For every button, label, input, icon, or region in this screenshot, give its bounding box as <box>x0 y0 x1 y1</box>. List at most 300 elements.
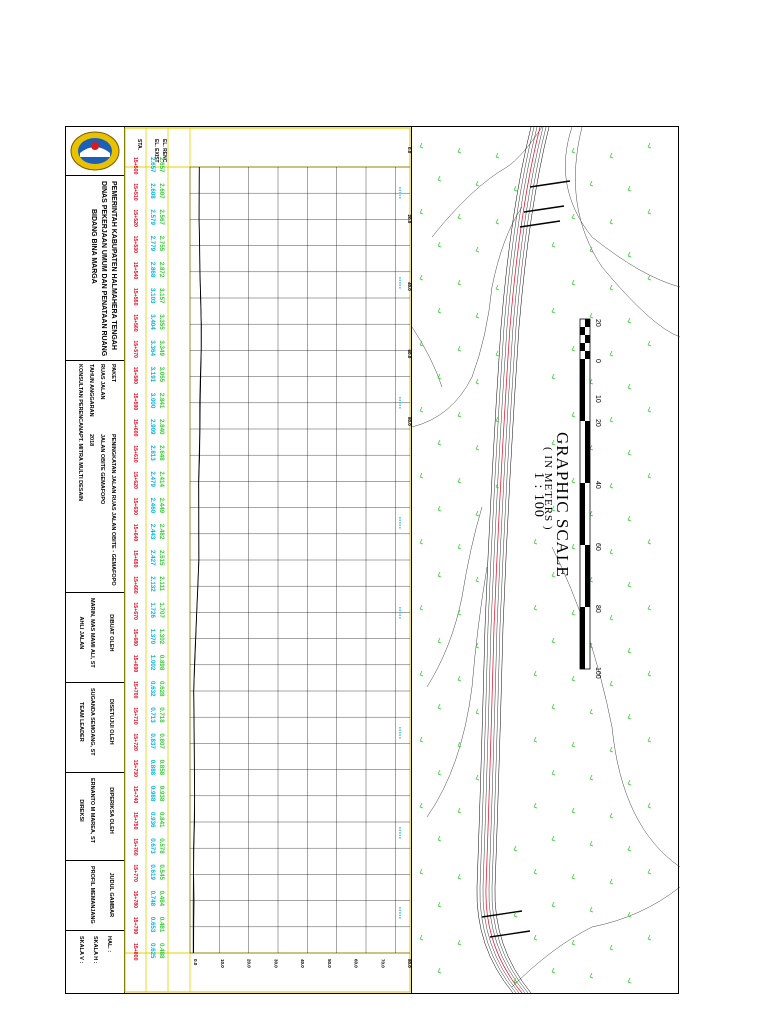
grass-symbol-icon <box>590 511 593 516</box>
station-label: 15+620 <box>132 471 138 489</box>
grass-symbol-icon <box>572 940 575 945</box>
grass-symbol-icon <box>648 737 651 742</box>
design-elevation-label: 3.355 <box>158 314 165 330</box>
design-elevation-label: 2.567 <box>158 209 165 225</box>
grass-symbol-icon <box>552 704 555 709</box>
grass-symbol-icon <box>552 836 555 841</box>
signature-cell-approved <box>66 682 124 773</box>
scale-tick-label: 40 <box>594 481 601 489</box>
grass-symbol-icon <box>590 445 593 450</box>
grass-symbol-icon <box>628 384 631 389</box>
existing-elevation-label: 0.888 <box>149 759 156 776</box>
design-elevation-label: 2.482 <box>158 523 165 540</box>
grass-symbol-icon <box>572 742 575 747</box>
design-elevation-label: 2.657 <box>158 157 165 173</box>
grass-symbol-icon <box>458 478 461 483</box>
grass-symbol-icon <box>572 214 575 219</box>
station-label: 15+660 <box>132 576 138 594</box>
grass-symbol-icon <box>438 572 441 577</box>
design-elevation-label: 2.840 <box>158 419 165 435</box>
grass-symbol-icon <box>648 869 651 874</box>
title-block <box>66 127 125 993</box>
grass-symbol-icon <box>648 671 651 676</box>
agency-line-3: BIDANG BINA MARGA <box>90 209 97 284</box>
grass-symbol-icon <box>590 775 593 780</box>
design-elevation-label: 2.607 <box>158 183 165 199</box>
existing-elevation-label: 2.460 <box>149 497 156 514</box>
station-label: 15+600 <box>132 419 138 437</box>
design-elevation-label: 2.841 <box>158 392 165 409</box>
profile-scale-label-bottom: 50.0 <box>326 959 332 968</box>
grass-symbol-icon <box>610 681 613 686</box>
logo-cell <box>66 127 124 176</box>
grass-symbol-icon <box>476 181 479 186</box>
culvert-marker <box>482 911 522 917</box>
culvert-marker <box>520 221 560 227</box>
station-label: 15+720 <box>132 733 138 751</box>
profile-row-label: EL. RENC <box>161 139 167 163</box>
design-elevation-label: 0.578 <box>158 838 165 854</box>
drawing-title-cell <box>66 860 124 931</box>
station-label: 15+590 <box>132 392 138 411</box>
signature-name: ERNANTO M MAREA, ST <box>89 778 95 843</box>
culvert-marker <box>530 181 570 187</box>
grass-symbol-icon <box>420 143 423 148</box>
existing-elevation-label: 0.632 <box>149 681 156 697</box>
grass-symbol-icon <box>628 450 631 455</box>
grass-symbol-icon <box>628 318 631 323</box>
existing-elevation-label: 2.909 <box>149 419 156 435</box>
station-label: 15+540 <box>132 261 138 280</box>
grass-symbol-icon <box>648 539 651 544</box>
design-elevation-label: 2.111 <box>158 576 165 592</box>
station-label: 15+560 <box>132 314 138 332</box>
existing-elevation-label: 0.936 <box>149 812 156 828</box>
grass-symbol-icon <box>648 605 651 610</box>
grass-symbol-icon <box>496 219 499 224</box>
scale-bar-segment <box>585 421 590 483</box>
grass-symbol-icon <box>438 374 441 379</box>
signature-role: DISETUJUI OLEH <box>108 699 114 745</box>
existing-elevation-label: 3.404 <box>149 314 156 330</box>
sheet-info-cell <box>66 930 124 993</box>
grass-symbol-icon <box>438 440 441 445</box>
signature-cell-checked <box>66 772 124 861</box>
grass-symbol-icon <box>438 308 441 313</box>
grass-symbol-icon <box>610 483 613 488</box>
existing-elevation-label: 2.657 <box>149 157 156 173</box>
scale-bar-segment-fine <box>580 327 585 335</box>
grass-symbol-icon <box>572 280 575 285</box>
grass-symbol-icon <box>610 879 613 884</box>
grass-symbol-icon <box>610 153 613 158</box>
existing-elevation-label: 3.364 <box>149 340 156 356</box>
grass-symbol-icon <box>572 412 575 417</box>
grass-symbol-icon <box>648 473 651 478</box>
grass-symbol-icon <box>476 379 479 384</box>
project-cell <box>66 360 124 593</box>
existing-elevation-label: 2.427 <box>149 550 156 566</box>
profile-scale-label-top: 40.0 <box>407 282 412 291</box>
grass-symbol-icon <box>648 935 651 940</box>
scale-bar-segment-fine <box>580 343 585 351</box>
grass-symbol-icon <box>534 803 537 808</box>
grass-symbol-icon <box>438 836 441 841</box>
grass-symbol-icon <box>458 874 461 879</box>
grass-symbol-icon <box>628 252 631 257</box>
grass-symbol-icon <box>590 313 593 318</box>
grass-symbol-icon <box>648 209 651 214</box>
existing-elevation-label: 1.370 <box>149 628 156 645</box>
grass-symbol-icon <box>552 902 555 907</box>
design-elevation-label: 0.545 <box>158 864 165 880</box>
grass-symbol-icon <box>420 803 423 808</box>
profile-scale-label-bottom: 80.0 <box>407 959 412 968</box>
terrain-contour <box>432 127 542 237</box>
station-label: 15+510 <box>132 183 138 201</box>
station-label: 15+700 <box>132 681 138 699</box>
grass-symbol-icon <box>572 148 575 153</box>
grass-symbol-icon <box>590 577 593 582</box>
grass-symbol-icon <box>458 214 461 219</box>
signature-role: DIBUAT OLEH <box>108 614 114 652</box>
design-elevation-label: 1.302 <box>158 628 165 645</box>
design-elevation-label: 0.484 <box>158 890 165 907</box>
existing-elevation-label: 2.868 <box>149 261 156 278</box>
drawing-title: PROFIL MEMANJANG <box>89 866 95 924</box>
grass-symbol-icon <box>514 186 517 191</box>
project-row: KONSULTAN PERENCANAPT. MITRA MULTI DESAIN <box>77 364 83 501</box>
design-elevation-label: 0.898 <box>158 654 165 671</box>
grass-symbol-icon <box>458 280 461 285</box>
grass-symbol-icon <box>590 841 593 846</box>
agency-line-2: DINAS PEKERJAAN UMUM DAN PENATAAN RUANG <box>100 181 107 357</box>
sheet-number: HAL. : <box>106 936 112 953</box>
existing-elevation-label: 0.653 <box>149 916 156 933</box>
station-label: 15+580 <box>132 366 138 385</box>
graphic-scale-units: ( IN METERS ) <box>542 447 554 531</box>
station-label: 15+740 <box>132 785 138 804</box>
grass-symbol-icon <box>438 770 441 775</box>
scale-bar-segment <box>580 607 585 669</box>
grass-symbol-icon <box>572 610 575 615</box>
station-label: 15+770 <box>132 864 138 882</box>
grass-symbol-icon <box>534 539 537 544</box>
grass-symbol-icon <box>476 775 479 780</box>
grass-symbol-icon <box>628 186 631 191</box>
design-elevation-label: 0.858 <box>158 759 165 776</box>
signature-name: MARIN, MAS MAMI ALI, ST <box>89 598 95 668</box>
grass-symbol-icon <box>438 902 441 907</box>
existing-elevation-label: 2.608 <box>149 183 156 199</box>
grass-symbol-icon <box>572 808 575 813</box>
station-label: 15+610 <box>132 445 138 463</box>
grass-symbol-icon <box>534 671 537 676</box>
grass-symbol-icon <box>476 445 479 450</box>
existing-elevation-label: 0.988 <box>149 785 156 802</box>
station-label: 15+730 <box>132 759 138 778</box>
grass-symbol-icon <box>648 803 651 808</box>
grass-symbol-icon <box>514 846 517 851</box>
profile-scale-label-top: 60.0 <box>407 349 412 359</box>
grass-symbol-icon <box>496 417 499 422</box>
grass-symbol-icon <box>420 275 423 280</box>
grass-symbol-icon <box>610 615 613 620</box>
grass-symbol-icon <box>438 968 441 973</box>
existing-elevation-label: 2.132 <box>149 576 156 592</box>
grass-symbol-icon <box>552 968 555 973</box>
profile-scale-label-bottom: 70.0 <box>380 959 386 968</box>
design-elevation-label: 0.841 <box>158 812 165 828</box>
design-elevation-label: 3.055 <box>158 366 165 383</box>
profile-scale-label-top: 20.0 <box>407 214 412 224</box>
profile-scale-label-bottom: 30.0 <box>273 959 279 968</box>
grass-symbol-icon <box>572 874 575 879</box>
existing-elevation-label: 3.191 <box>149 366 156 383</box>
design-elevation-label: 2.515 <box>158 550 165 566</box>
grass-symbol-icon <box>648 341 651 346</box>
signature-position: TEAM LEADER <box>78 701 84 742</box>
agency-cell <box>66 175 124 361</box>
design-elevation-label: 0.481 <box>158 916 165 933</box>
existing-elevation-label: 2.443 <box>149 523 156 540</box>
grass-symbol-icon <box>458 610 461 615</box>
station-label: 15+650 <box>132 550 138 568</box>
terrain-contour <box>427 507 482 687</box>
design-elevation-label: 3.349 <box>158 340 165 356</box>
grass-symbol-icon <box>496 285 499 290</box>
scale-bar-segment <box>580 483 585 545</box>
grass-symbol-icon <box>628 846 631 851</box>
grass-symbol-icon <box>458 544 461 549</box>
grass-symbol-icon <box>420 473 423 478</box>
design-elevation-label: 2.872 <box>158 261 165 278</box>
station-label: 15+500 <box>132 157 138 175</box>
existing-elevation-label: 0.837 <box>149 733 156 749</box>
profile-scale-label-bottom: 0.0 <box>193 959 198 966</box>
grass-symbol-icon <box>610 747 613 752</box>
longitudinal-profile <box>124 127 411 993</box>
profile-scale-label-bottom: 60.0 <box>353 959 359 968</box>
grass-symbol-icon <box>610 351 613 356</box>
grass-symbol-icon <box>572 544 575 549</box>
grass-symbol-icon <box>534 605 537 610</box>
grass-symbol-icon <box>458 148 461 153</box>
grass-symbol-icon <box>572 478 575 483</box>
grass-symbol-icon <box>476 709 479 714</box>
terrain-contour <box>512 887 680 987</box>
profile-scale-label-bottom: 10.0 <box>219 959 225 968</box>
grass-symbol-icon <box>552 308 555 313</box>
agency-line-1: PEMERINTAH KABUPATEN HALMAHERA TENGAH <box>110 181 117 350</box>
project-row: PAKETPENINGKATAN JALAN RUAS JALAN OBITE - GEMAFOPO <box>110 364 116 586</box>
road-plan-map <box>412 127 680 993</box>
signature-name: SUGANDA SEMOANG, ST <box>89 688 95 756</box>
grass-symbol-icon <box>628 714 631 719</box>
grass-symbol-icon <box>648 143 651 148</box>
grass-symbol-icon <box>610 549 613 554</box>
terrain-contour <box>552 547 680 867</box>
grass-symbol-icon <box>420 869 423 874</box>
existing-elevation-label: 3.103 <box>149 288 156 304</box>
grass-symbol-icon <box>476 313 479 318</box>
grass-symbol-icon <box>628 648 631 653</box>
grass-symbol-icon <box>476 511 479 516</box>
grass-symbol-icon <box>420 737 423 742</box>
signature-cell-made <box>66 592 124 683</box>
design-elevation-label: 0.628 <box>158 681 165 697</box>
existing-elevation-label: 2.479 <box>149 471 156 487</box>
grass-symbol-icon <box>552 242 555 247</box>
horizontal-scale: SKALA H : <box>92 936 98 964</box>
station-label: 15+550 <box>132 288 138 306</box>
kabupaten-logo-icon <box>66 127 124 175</box>
scale-bar-segment-fine <box>585 319 590 327</box>
grass-symbol-icon <box>458 808 461 813</box>
road-edge-line <box>477 127 531 993</box>
grass-symbol-icon <box>534 737 537 742</box>
design-elevation-label: 2.414 <box>158 471 165 487</box>
grass-symbol-icon <box>438 506 441 511</box>
scale-bar-segment <box>585 545 590 607</box>
grass-symbol-icon <box>420 209 423 214</box>
existing-elevation-label: 2.579 <box>149 209 156 225</box>
existing-elevation-label: 1.002 <box>149 654 156 671</box>
station-label: 15+530 <box>132 235 138 254</box>
profile-scale-label-top: 0.0 <box>407 147 412 154</box>
terrain-contour <box>565 127 680 287</box>
existing-elevation-label: 2.813 <box>149 445 156 461</box>
existing-elevation-label: 0.673 <box>149 838 156 854</box>
project-row: TAHUN ANGGARAN2018 <box>88 364 94 447</box>
grass-symbol-icon <box>438 242 441 247</box>
grass-symbol-icon <box>610 285 613 290</box>
station-label: 15+710 <box>132 707 138 725</box>
station-label: 15+780 <box>132 890 138 909</box>
scale-tick-label: 60 <box>594 543 601 551</box>
station-label: 15+520 <box>132 209 138 227</box>
plan-view <box>411 127 680 993</box>
grass-symbol-icon <box>458 412 461 417</box>
grass-symbol-icon <box>438 176 441 181</box>
grass-symbol-icon <box>590 181 593 186</box>
grass-symbol-icon <box>590 973 593 978</box>
design-elevation-label: 3.157 <box>158 288 165 304</box>
grass-symbol-icon <box>534 869 537 874</box>
profile-row-label: EL. EXIST <box>153 139 159 163</box>
grass-symbol-icon <box>458 940 461 945</box>
terrain-contour <box>412 327 442 387</box>
design-elevation-label: 2.648 <box>158 445 165 461</box>
design-elevation-label: 2.755 <box>158 235 165 252</box>
grass-symbol-icon <box>590 709 593 714</box>
grass-symbol-icon <box>420 341 423 346</box>
grass-symbol-icon <box>610 813 613 818</box>
existing-elevation-label: 0.625 <box>149 943 156 959</box>
grass-symbol-icon <box>572 346 575 351</box>
grass-symbol-icon <box>628 780 631 785</box>
scale-tick-label: 10 <box>594 395 601 403</box>
station-label: 15+640 <box>132 523 138 542</box>
drawing-sheet <box>65 126 679 994</box>
station-label: 15+750 <box>132 812 138 830</box>
grass-symbol-icon <box>420 539 423 544</box>
scale-tick-label: 20 <box>594 319 601 327</box>
profile-scale-label-top: 80.0 <box>407 417 412 426</box>
station-label: 15+760 <box>132 838 138 856</box>
grass-symbol-icon <box>496 351 499 356</box>
scale-tick-label: 20 <box>594 419 601 427</box>
existing-elevation-label: 3.000 <box>149 392 156 409</box>
design-elevation-label: 1.707 <box>158 602 165 618</box>
grass-symbol-icon <box>496 153 499 158</box>
grass-symbol-icon <box>648 407 651 412</box>
grass-symbol-icon <box>420 935 423 940</box>
station-label: 15+680 <box>132 628 138 647</box>
scale-tick-label: 80 <box>594 605 601 613</box>
grass-symbol-icon <box>590 379 593 384</box>
grass-symbol-icon <box>572 676 575 681</box>
grass-symbol-icon <box>458 676 461 681</box>
grass-symbol-icon <box>610 945 613 950</box>
grass-symbol-icon <box>552 770 555 775</box>
grass-symbol-icon <box>552 374 555 379</box>
grass-symbol-icon <box>628 516 631 521</box>
grass-symbol-icon <box>438 638 441 643</box>
station-label: 15+790 <box>132 916 138 935</box>
grass-symbol-icon <box>610 219 613 224</box>
grass-symbol-icon <box>628 978 631 983</box>
profile-row-label: STA. <box>136 139 142 151</box>
scale-bar-segment <box>580 359 585 421</box>
project-row: RUAS JALANJALAN OBITE GEMAFOPO <box>99 364 105 505</box>
design-elevation-label: 0.807 <box>158 733 165 749</box>
scale-ratio: 1 : 100 <box>531 472 546 518</box>
scale-tick-label: 100 <box>594 667 601 679</box>
scale-bar-segment-fine <box>585 351 590 359</box>
design-elevation-label: 0.718 <box>158 707 165 723</box>
existing-elevation-label: 0.619 <box>149 864 156 880</box>
station-label: 15+690 <box>132 654 138 673</box>
grass-symbol-icon <box>590 907 593 912</box>
terrain-contour <box>575 127 680 337</box>
existing-elevation-label: 0.748 <box>149 890 156 907</box>
grass-symbol-icon <box>476 247 479 252</box>
existing-elevation-label: 0.713 <box>149 707 156 723</box>
station-label: 15+570 <box>132 340 138 358</box>
grass-symbol-icon <box>438 704 441 709</box>
grass-symbol-icon <box>420 407 423 412</box>
signature-position: AHLI JALAN <box>78 616 84 650</box>
grass-symbol-icon <box>458 346 461 351</box>
signature-position: DIREKSI <box>78 799 84 822</box>
existing-elevation-label: 2.779 <box>149 235 156 252</box>
grass-symbol-icon <box>628 582 631 587</box>
station-label: 15+670 <box>132 602 138 620</box>
graphic-scale-title: GRAPHIC SCALE <box>553 432 572 578</box>
grass-symbol-icon <box>420 671 423 676</box>
scale-bar-segment-fine <box>585 335 590 343</box>
grass-symbol-icon <box>552 638 555 643</box>
station-label: 15+800 <box>132 943 138 961</box>
scale-tick-label: 0 <box>594 359 601 363</box>
vertical-scale: SKALA V : <box>78 936 84 964</box>
signature-role: DIPERIKSA OLEH <box>108 787 114 834</box>
grass-symbol-icon <box>534 935 537 940</box>
culvert-marker <box>490 931 530 937</box>
design-elevation-label: 2.449 <box>158 497 165 514</box>
design-elevation-label: 0.938 <box>158 785 165 802</box>
